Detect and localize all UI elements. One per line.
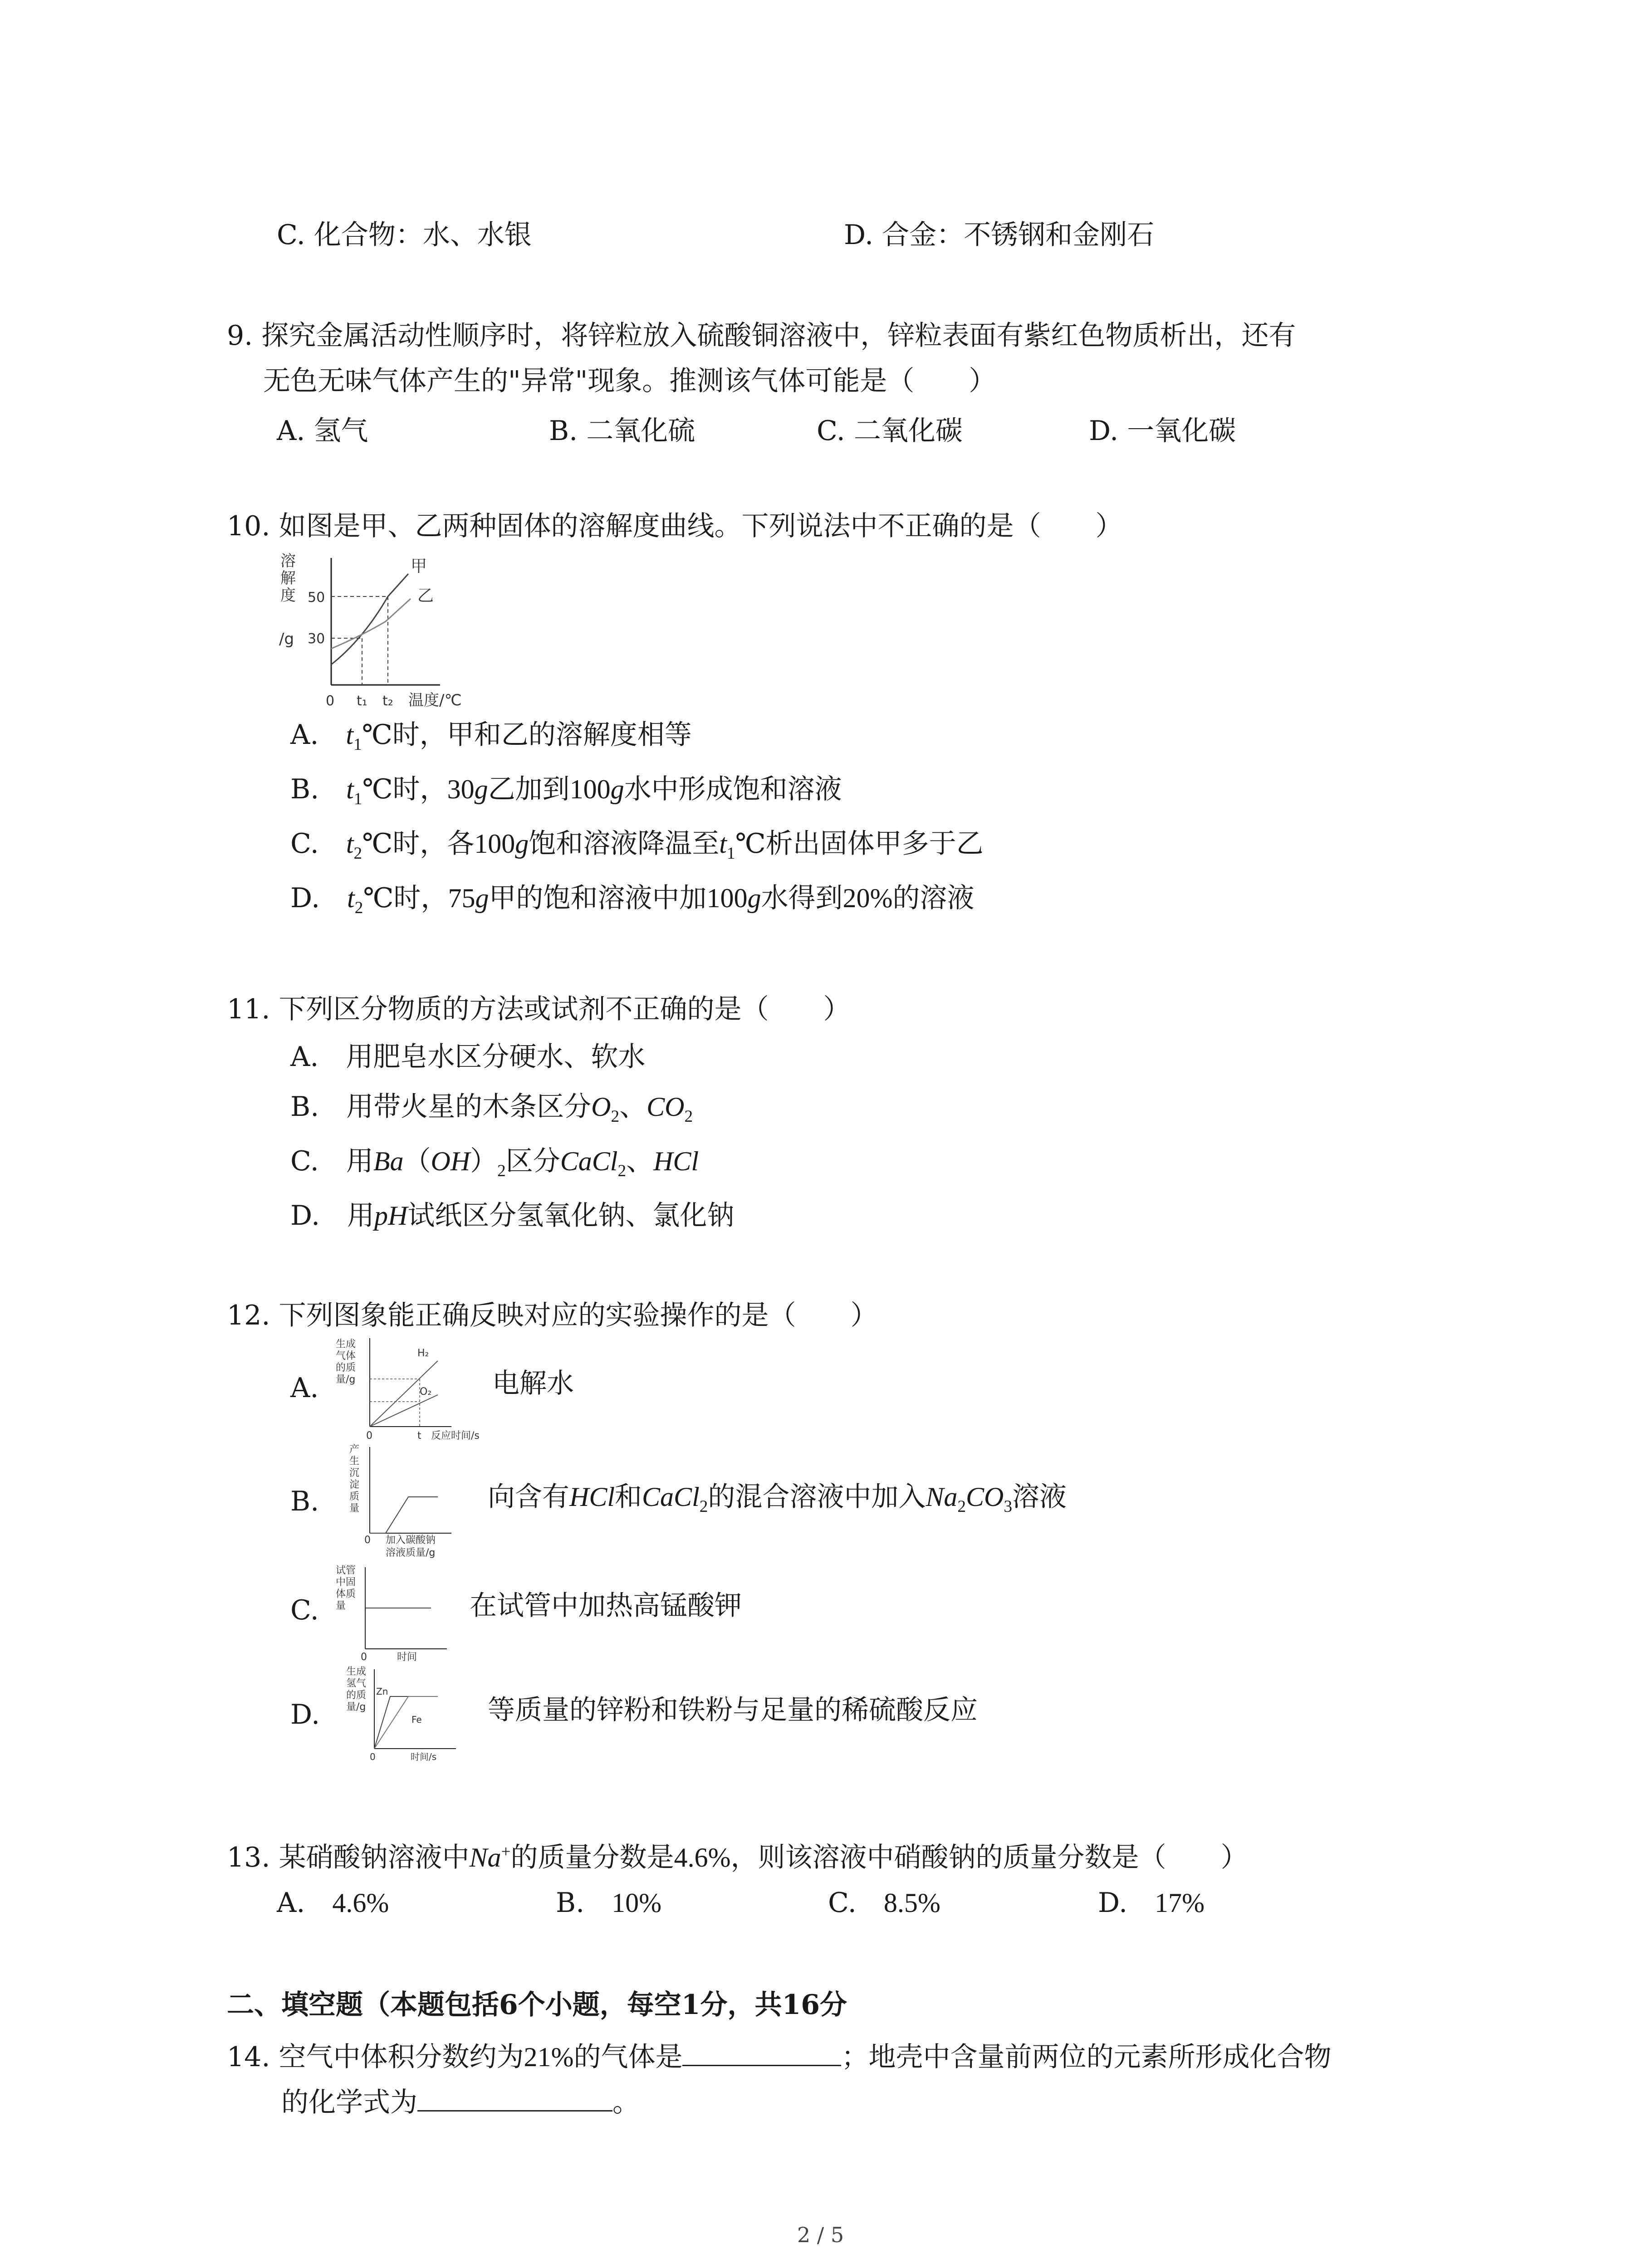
page-number: 2 / 5 [797, 2223, 844, 2247]
q12-a-x0: 0 [366, 1430, 372, 1442]
q11-option-c: C. 用$Ba(OH)_2$区分CaCl$_2$、HCl [290, 1145, 699, 1180]
q12-b-ylabel-2: 生 [349, 1456, 360, 1467]
q9-stem-line1: 9. 探究金属活动性顺序时，将锌粒放入硫酸铜溶液中，锌粒表面有紫红色物质析出，还有 [227, 320, 1296, 352]
q12-c-x0: 0 [361, 1652, 367, 1663]
q12-b-ylabel-4: 淀 [349, 1479, 360, 1491]
q9-option-a: A. 氢气 [277, 415, 368, 447]
q12-option-a-label: A. [290, 1372, 319, 1404]
q12-d-figure [333, 1665, 479, 1774]
q10-option-a: A. $t_1℃$时，甲和乙的溶解度相等 [290, 719, 692, 754]
q9-option-c: C. 二氧化碳 [817, 415, 963, 447]
q10-tick-t2: t₂ [382, 693, 393, 709]
q10-label-yi: 乙 [417, 587, 434, 605]
q12-a-ylabel-4: 量/g [336, 1374, 356, 1385]
q12-b-ylabel-6: 量 [349, 1503, 360, 1514]
q12-c-figure [333, 1563, 470, 1667]
q11-stem: 11. 下列区分物质的方法或试剂不正确的是（ ） [227, 993, 851, 1025]
q12-d-ylabel-1: 生成 [346, 1666, 367, 1677]
q12-d-ylabel-2: 氢气 [346, 1678, 367, 1689]
q12-a-xt: t [417, 1430, 421, 1442]
q12-b-curve [370, 1497, 438, 1533]
q12-b-figure [333, 1442, 488, 1565]
q12-c-ylabel-4: 量 [336, 1600, 346, 1612]
q10-curve-jia [331, 574, 408, 665]
q12-d-label-zn: Zn [376, 1686, 388, 1697]
q10-solubility-figure [272, 549, 490, 717]
q12-option-b-text: 向含有HCl和CaCl$_2$的混合溶液中加入$Na_2CO_3$溶液 [488, 1481, 1067, 1516]
q10-fig-ylabel-4: /g [279, 630, 294, 648]
q13-option-b: B. 10% [556, 1887, 662, 1919]
q10-fig-xlabel: 温度/℃ [408, 691, 462, 709]
q12-c-xlabel: 时间 [397, 1652, 417, 1663]
q12-b-ylabel-1: 产 [349, 1444, 360, 1455]
q12-a-label-h2: H₂ [417, 1348, 429, 1359]
q12-a-label-o2: O₂ [420, 1386, 432, 1398]
q10-tick-30: 30 [308, 631, 325, 647]
q12-c-ylabel-2: 中固 [336, 1577, 356, 1588]
q10-tick-0: 0 [326, 693, 335, 709]
q10-stem: 10. 如图是甲、乙两种固体的溶解度曲线。下列说法中不正确的是（ ） [227, 510, 1123, 542]
q12-c-ylabel-3: 体质 [336, 1589, 356, 1600]
q9-option-d: D. 一氧化碳 [1089, 415, 1236, 447]
q10-fig-ylabel-2: 解 [280, 569, 296, 587]
q14-line1: 14. 空气中体积分数约为21%的气体是 ；地壳中含量前两位的元素所形成化合物 [227, 2039, 1331, 2075]
q11-option-b: B. 用带火星的木条区分$O_2$、$CO_2$ [290, 1091, 693, 1126]
q12-a-ylabel-2: 气体 [336, 1350, 356, 1362]
q10-tick-50: 50 [308, 590, 325, 606]
q12-a-ylabel-3: 的质 [336, 1362, 356, 1374]
q12-a-ylabel-1: 生成 [336, 1339, 356, 1350]
q12-d-ylabel-4: 量/g [346, 1701, 366, 1713]
q12-stem: 12. 下列图象能正确反映对应的实验操作的是（ ） [227, 1300, 878, 1331]
q12-a-xlabel: 反应时间/s [431, 1430, 480, 1442]
q14-answer-blank-1[interactable] [682, 2039, 841, 2066]
q12-d-xlabel: 时间/s [411, 1751, 437, 1762]
q13-stem: 13. 某硝酸钠溶液中Na+的质量分数是4.6%，则该溶液中硝酸钠的质量分数是（ ） [227, 1842, 1248, 1873]
q9-option-b: B. 二氧化硫 [549, 415, 696, 447]
q8-option-c: C. 化合物：水、水银 [277, 219, 532, 251]
q12-b-x0: 0 [364, 1535, 371, 1546]
q14-line2: 的化学式为 。 [281, 2084, 640, 2121]
q12-d-label-fe: Fe [411, 1714, 422, 1725]
q12-b-ylabel-3: 沉 [349, 1467, 360, 1479]
q12-a-figure [333, 1334, 492, 1447]
q8-option-d: D. 合金：不锈钢和金刚石 [844, 219, 1155, 251]
q12-d-curve-zn [374, 1696, 438, 1749]
q12-b-ylabel-5: 质 [349, 1491, 360, 1502]
q9-stem-line2: 无色无味气体产生的"异常"现象。推测该气体可能是（ ） [263, 365, 996, 397]
q12-b-xlabel-2: 溶液质量/g [386, 1547, 436, 1559]
q13-option-a: A. 4.6% [277, 1887, 389, 1919]
q10-fig-ylabel-1: 溶 [280, 552, 296, 570]
q12-d-curve-fe [374, 1696, 438, 1749]
q12-d-x0: 0 [370, 1751, 376, 1762]
section2-title: 二、填空题（本题包括6个小题，每空1分，共16分 [227, 1989, 847, 2021]
q12-b-xlabel-1: 加入碳酸钠 [386, 1535, 436, 1546]
q11-option-d: D. 用pH试纸区分氢氧化钠、氯化钠 [290, 1200, 735, 1232]
q12-a-line-o2 [370, 1395, 438, 1427]
q10-option-c: C. $t_2℃$时，各100g饱和溶液降温至$t_1℃$析出固体甲多于乙 [290, 828, 984, 863]
q12-option-a-text: 电解水 [492, 1368, 574, 1399]
q14-answer-blank-2[interactable] [417, 2085, 612, 2112]
q13-option-d: D. 17% [1098, 1887, 1205, 1919]
q11-option-a: A. 用肥皂水区分硬水、软水 [290, 1041, 646, 1073]
q10-option-d: D. $t_2℃$时，75g甲的饱和溶液中加100g水得到20%的溶液 [290, 882, 975, 917]
q12-option-c-text: 在试管中加热高锰酸钾 [470, 1590, 742, 1622]
q10-tick-t1: t₁ [357, 693, 367, 709]
q12-c-ylabel-1: 试管 [336, 1565, 356, 1576]
q12-option-d-label: D. [290, 1699, 320, 1730]
q12-option-d-text: 等质量的锌粉和铁粉与足量的稀硫酸反应 [488, 1694, 978, 1726]
q12-d-ylabel-3: 的质 [346, 1690, 367, 1701]
q10-label-jia: 甲 [411, 557, 427, 576]
q12-option-c-label: C. [290, 1594, 319, 1626]
q13-option-c: C. 8.5% [828, 1887, 941, 1919]
q12-option-b-label: B. [290, 1486, 319, 1517]
q10-option-b: B. $t_1℃$时，30g乙加到100g水中形成饱和溶液 [290, 773, 842, 808]
q10-fig-ylabel-3: 度 [280, 587, 296, 605]
